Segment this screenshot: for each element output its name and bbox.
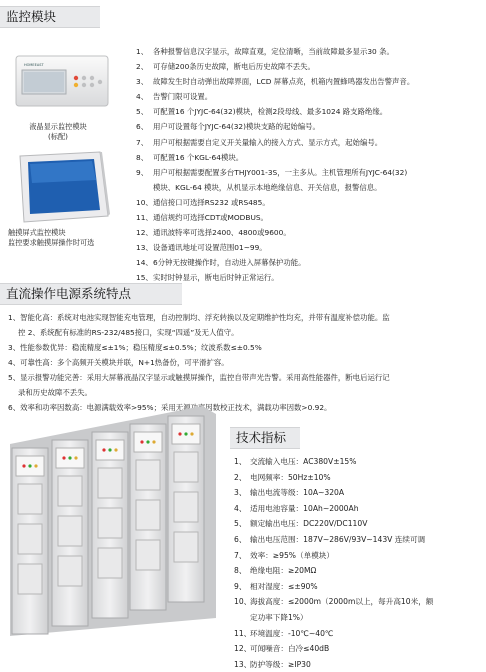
list-item: 10、通信接口可选择RS232 或RS485。 (136, 197, 270, 207)
list-item: 6、 输出电压范围：187V~286V/93V~143V 连续可调 (234, 534, 426, 544)
caption-line: 触摸屏式监控模块 (8, 228, 66, 237)
list-item: 12、可闻噪音：白冷≤40dB (234, 644, 330, 654)
list-item: 1、 交流输入电压：AC380V±15% (234, 457, 357, 466)
paragraph: 5、显示报警功能完善：采用大屏幕液晶汉字显示或触摸屏操作，监控自带声光告警。采用高性能器件，断电后运行记 (8, 373, 390, 382)
paragraph: 3、性能参数优异：稳流精度≤±1%；稳压精度≤±0.5%；纹波系数≤±0.5% (8, 343, 262, 352)
list-item: 7、 用户可根据需要自定义开关量输入的接入方式、显示方式，起始编号。 (136, 137, 383, 147)
device-brand-label: HOMEEAST (24, 63, 44, 67)
list-item: 2、 电网频率：50Hz±10% (234, 472, 331, 482)
list-item: 4、 适用电池容量：10Ah~2000Ah (234, 503, 359, 513)
section-title: 监控模块 (6, 9, 57, 24)
section-title: 技术指标 (236, 430, 287, 445)
list-item: 9、 用户可根据需要配置多台THJY001-3S，一主多从。主机管理所有JYJC-64(32) (136, 167, 408, 177)
paragraph: 6、效率和功率因数高：电源满载效率>95%；采用无源功率因数校正技术，满载功率因数>0.92。 (8, 403, 332, 412)
power-cabinet-image (2, 404, 224, 638)
dc-system-features (8, 310, 482, 415)
list-item: 模块、KGL-64 模块，从机显示本地绝缘信息、开关信息，报警信息。 (153, 182, 382, 192)
list-item: 13、设备通讯地址可设置范围01~99。 (136, 243, 267, 253)
list-item-continuation: 定功率下降1%） (250, 612, 308, 622)
list-item: 12、通讯波特率可选择2400、4800或9600。 (136, 228, 291, 238)
caption-line: (标配) (48, 132, 68, 141)
list-item: 15、实时时钟显示，断电后时钟正常运行。 (136, 273, 279, 283)
list-item: 14、6分钟无按键操作时，自动进入屏幕保护功能。 (136, 258, 306, 268)
section-title: 直流操作电源系统特点 (6, 286, 132, 301)
caption-line: 液晶显示监控模块 (29, 122, 87, 131)
list-item: 8、 可配置16 个KGL-64模块。 (136, 152, 244, 162)
paragraph: 1、智能化高：系统对电池实现智能充电管理，自动控制均、浮充转换以及定期维护性均充，并带有温度补偿功能。监 (8, 313, 390, 322)
list-item: 5、 额定输出电压：DC220V/DC110V (234, 519, 368, 529)
paragraph-continuation: 控 2、系统配有标准的RS-232/485接口，实现“四遥”及无人值守。 (18, 328, 239, 337)
section-header-dc-system (0, 283, 182, 305)
lcd-module-caption (10, 122, 106, 142)
list-item: 5、 可配置16 个JYJC-64(32)模块，检测2段母线、最多1024 路支路绝缘。 (136, 107, 388, 117)
caption-line: 监控要求触摸屏操作时可选 (8, 238, 95, 247)
list-item: 4、 告警门限可设置。 (136, 92, 213, 102)
touchscreen-monitor-image (16, 150, 112, 226)
paragraph: 4、可靠性高：多个高频开关模块并联，N+1热备份，可平滑扩容。 (8, 358, 229, 367)
monitor-feature-list (136, 44, 414, 286)
list-item: 11、通信规约可选择CDT或MODBUS。 (136, 213, 268, 223)
tech-spec-list (234, 454, 433, 672)
paragraph-continuation: 录和历史故障不丢失。 (18, 388, 92, 397)
list-item: 9、 相对湿度：≤±90% (234, 581, 318, 591)
list-item: 6、 用户可设置每个JYJC-64(32)模块支路的起始编号。 (136, 122, 320, 132)
list-item: 11、环境温度：-10℃~40℃ (234, 628, 334, 638)
section-header-monitor (0, 6, 100, 28)
list-item: 3、 输出电流等级：10A~320A (234, 488, 345, 498)
list-item: 7、 效率：≥95%（单模块） (234, 550, 334, 560)
list-item: 1、 各种报警信息汉字显示，故障直观，定位清晰，当前故障最多显示30 条。 (136, 47, 394, 56)
list-item: 10、海拔高度：≤2000m（2000m以上，每升高10米，额 (234, 597, 434, 607)
list-item: 8、 绝缘电阻：≥20MΩ (234, 566, 317, 576)
lcd-monitor-module-image (14, 52, 110, 110)
list-item: 2、 可存储200条历史故障，断电后历史故障不丢失。 (136, 62, 315, 72)
list-item: 13、防护等级：≥IP30 (234, 659, 311, 669)
list-item: 3、 故障发生时自动弹出故障界面，LCD 屏幕点亮，机箱内置蜂鸣器发出告警声音。 (136, 77, 415, 87)
section-header-tech-specs (230, 427, 300, 449)
touchscreen-caption (8, 228, 118, 248)
